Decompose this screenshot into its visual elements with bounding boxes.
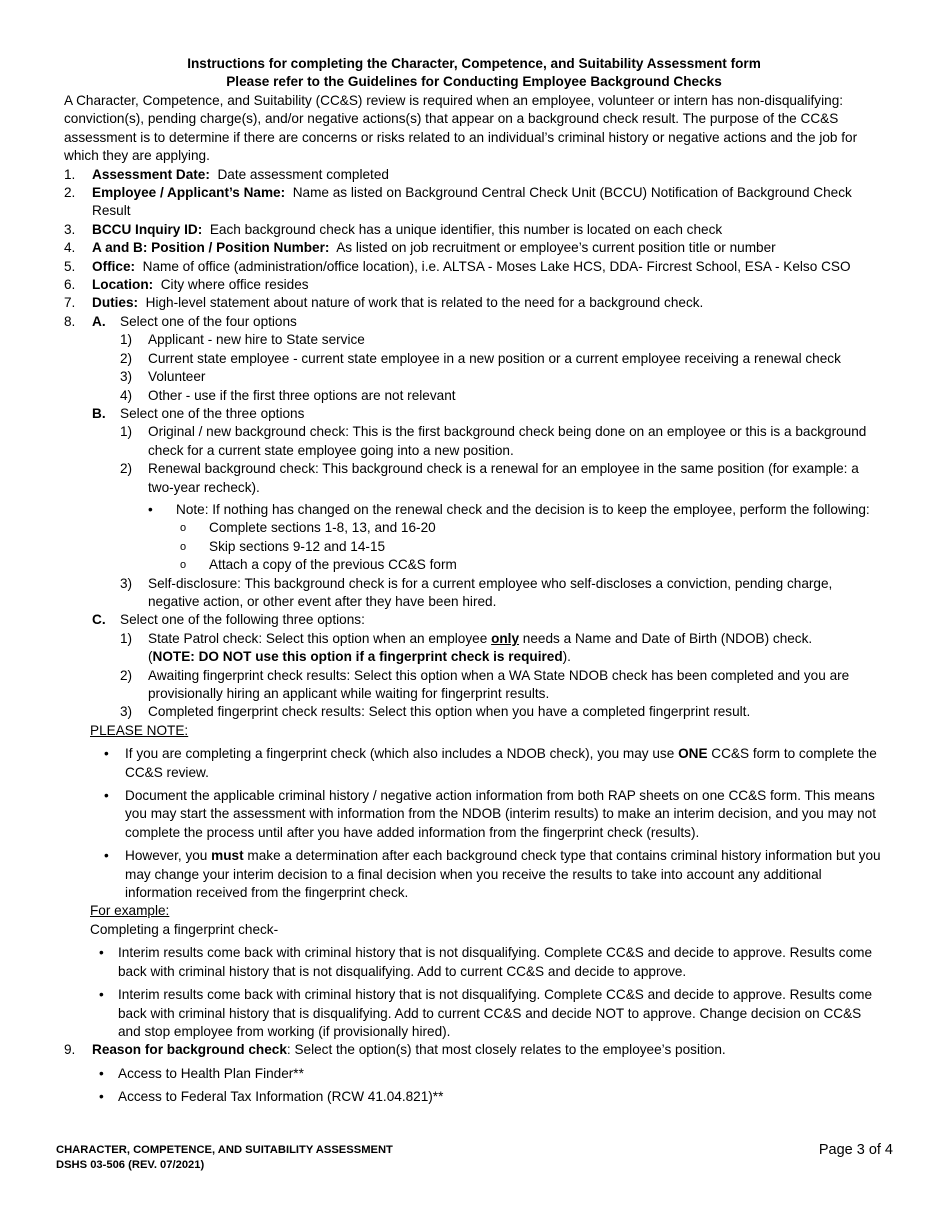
note-subitem: o Complete sections 1-8, 13, and 16-20 bbox=[64, 519, 884, 537]
footer-form-title: CHARACTER, COMPETENCE, AND SUITABILITY ASSESSMENT bbox=[56, 1144, 393, 1156]
note-subitem: o Attach a copy of the previous CC&S form bbox=[64, 556, 884, 574]
circle-bullet-icon: o bbox=[180, 540, 187, 553]
example-lead: Completing a fingerprint check- bbox=[90, 921, 279, 937]
reason-bullet: • Access to Federal Tax Information (RCW 41.04.821)** bbox=[64, 1088, 884, 1106]
circle-bullet-icon: o bbox=[180, 522, 187, 535]
list-item: 1. Assessment Date: Date assessment completed bbox=[64, 166, 389, 182]
example-bullet: • Interim results come back with criminal history that is not disqualifying. Complete CC&S and decide to approve. Results come back with criminal history that is disqualifying. Add to current CC&S and decide NOT to approve. Change decision on CC&S and stop employee from working (if provisionally hired). bbox=[99, 987, 873, 1039]
circle-bullet-icon: o bbox=[180, 559, 187, 572]
note-bullet: • Note: If nothing has changed on the renewal check and the decision is to keep the employee, perform the following: bbox=[64, 501, 884, 519]
item-label: Employee / Applicant’s Name: bbox=[92, 185, 286, 201]
bullet-icon: • bbox=[99, 1089, 104, 1105]
item-label: Office: bbox=[92, 258, 136, 274]
please-note-bullet: • Document the applicable criminal history / negative action information from both RAP sheets on one CC&S form. This means you may start the assessment with information from the NDOB (interim results) to make an interim decision, and you may not complete the process until after you have added information from the fingerprint check (results). bbox=[104, 788, 876, 840]
option-item: 2) Renewal background check: This background check is a renewal for an employee in the same position (for example: a two-year recheck). bbox=[120, 461, 859, 495]
option-item: 1) State Patrol check: Select this option when an employee only needs a Name and Date of Birth (NDOB) check. (NOTE: DO NOT use this option if a fingerprint check is required). bbox=[120, 630, 813, 665]
option-item: 4) Other - use if the first three options are not relevant bbox=[120, 387, 456, 403]
item-label: A and B: Position / Position Number: bbox=[92, 240, 330, 256]
option-item: 2) Current state employee - current state employee in a new position or a current employee receiving a renewal check bbox=[120, 350, 841, 366]
option-item: 3) Volunteer bbox=[120, 369, 206, 385]
title-line-2: Please refer to the Guidelines for Conducting Employee Background Checks bbox=[226, 74, 722, 89]
list-item: 4. A and B: Position / Position Number: As listed on job recruitment or employee’s current position title or number bbox=[64, 240, 776, 256]
item-8-section-b: B. Select one of the three options bbox=[92, 405, 305, 421]
list-item: 3. BCCU Inquiry ID: Each background check has a unique identifier, this number is located on each check bbox=[64, 221, 723, 237]
item-label: Assessment Date: bbox=[92, 166, 210, 182]
note-subitem: o Skip sections 9-12 and 14-15 bbox=[64, 538, 884, 556]
list-item: 7. Duties: High-level statement about nature of work that is related to the need for a background check. bbox=[64, 295, 704, 311]
item-label: Reason for background check bbox=[92, 1042, 287, 1058]
example-bullet: • Interim results come back with criminal history that is not disqualifying. Complete CC&S and decide to approve. Results come back with criminal history that is not disqualifying. Add to current CC&S and decide to approve. bbox=[99, 945, 873, 979]
bullet-icon: • bbox=[104, 788, 109, 804]
please-note-bullet: • However, you must make a determination after each background check type that contains criminal history information but you may change your interim decision to a final decision when you receive the results to take into account any additional information received from the fingerprint check. bbox=[104, 848, 881, 901]
item-8-section-a: 8. A. Select one of the four options bbox=[64, 313, 297, 329]
bullet-icon: • bbox=[99, 987, 104, 1003]
list-item: 2. Employee / Applicant’s Name: Name as listed on Background Central Check Unit (BCCU) Notification of Background Check Result bbox=[64, 185, 852, 219]
footer-form-info bbox=[56, 1143, 393, 1172]
page-number: Page 3 of 4 bbox=[818, 1142, 893, 1158]
item-label: Duties: bbox=[92, 295, 139, 311]
document-page bbox=[64, 55, 884, 1107]
bullet-icon: • bbox=[148, 501, 153, 517]
bullet-icon: • bbox=[99, 945, 104, 961]
option-item: 3) Completed fingerprint check results: Select this option when you have a completed fingerprint result. bbox=[120, 704, 751, 720]
footer-form-number: DSHS 03-506 (REV. 07/2021) bbox=[56, 1158, 205, 1171]
item-label: BCCU Inquiry ID: bbox=[92, 221, 203, 237]
list-item: 5. Office: Name of office (administration/office location), i.e. ALTSA - Moses Lake HCS, DDA- Fircrest School, ESA - Kelso CSO bbox=[64, 258, 851, 274]
option-item: 2) Awaiting fingerprint check results: Select this option when a WA State NDOB check has been completed and you are provisionally hiring an applicant while waiting for fingerprint results. bbox=[120, 667, 850, 701]
please-note-bullet: • If you are completing a fingerprint check (which also includes a NDOB check), you may use ONE CC&S form to complete the CC&S review. bbox=[104, 746, 877, 780]
example-heading: For example: bbox=[90, 903, 170, 919]
bullet-icon: • bbox=[104, 746, 109, 762]
reason-bullet: • Access to Health Plan Finder** bbox=[64, 1065, 884, 1083]
item-8-section-c: C. Select one of the following three options: bbox=[92, 612, 365, 628]
list-item: 6. Location: City where office resides bbox=[64, 277, 309, 293]
list-item: 9. Reason for background check: Select the option(s) that most closely relates to the employee’s position. bbox=[64, 1042, 726, 1058]
please-note-heading: PLEASE NOTE: bbox=[90, 722, 189, 738]
bullet-icon: • bbox=[104, 848, 109, 864]
title-line-1: Instructions for completing the Character, Competence, and Suitability Assessment form bbox=[187, 56, 761, 71]
intro-paragraph: A Character, Competence, and Suitability (CC&S) review is required when an employee, volunteer or intern has non-disqualifying: conviction(s), pending charge(s), and/or negative actions(s) that appear on a background check result. The purpose of the CC&S assessment is to determine if there are concerns or risks related to an individual’s criminal history or negative actions and the job for which they are applying. bbox=[64, 93, 858, 164]
bullet-icon: • bbox=[99, 1065, 104, 1081]
option-item: 3) Self-disclosure: This background check is for a current employee who self-discloses a conviction, pending charge, negative action, or other event after they have been hired. bbox=[120, 575, 833, 609]
item-label: Location: bbox=[92, 277, 154, 293]
option-item: 1) Original / new background check: This is the first background check being done on an employee or this is a background check for a current state employee going into a new position. bbox=[120, 424, 867, 458]
option-item: 1) Applicant - new hire to State service bbox=[120, 332, 365, 348]
